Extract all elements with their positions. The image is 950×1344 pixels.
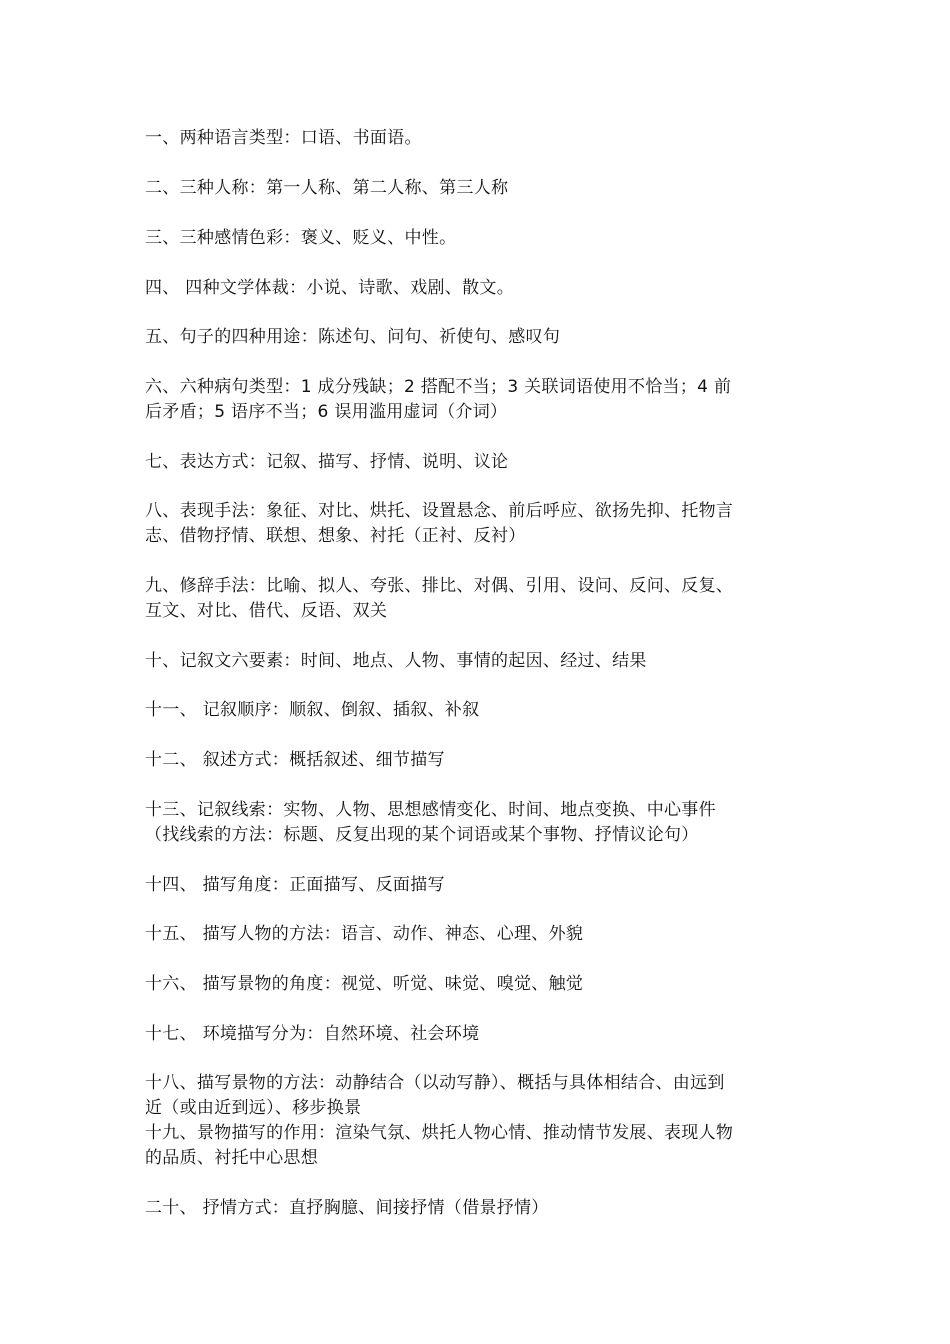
item-line: 四、 四种文学体裁：小说、诗歌、戏剧、散文。 [145, 278, 515, 298]
item-line: 近（或由近到远）、移步换景 [145, 1098, 362, 1118]
list-item [145, 574, 810, 624]
item-line: 二、三种人称：第一人称、第二人称、第三人称 [145, 178, 509, 198]
item-line: 八、表现手法：象征、对比、烘托、设置悬念、前后呼应、欲扬先抑、托物言 [145, 501, 734, 521]
item-line: （找线索的方法：标题、反复出现的某个词语或某个事物、抒情议论句） [145, 825, 699, 845]
list-item [145, 972, 810, 997]
list-item [145, 1196, 810, 1221]
item-line: 六、六种病句类型：1 成分残缺；2 搭配不当；3 关联词语使用不恰当；4 前 [145, 377, 732, 397]
list-item [145, 276, 810, 301]
item-line: 七、表达方式：记叙、描写、抒情、说明、议论 [145, 452, 509, 472]
list-item [145, 325, 810, 350]
list-item [145, 873, 810, 898]
item-line: 互文、对比、借代、反语、双关 [145, 601, 388, 621]
list-item [145, 649, 810, 674]
item-line: 的品质、衬托中心思想 [145, 1148, 318, 1168]
item-line: 十五、 描写人物的方法：语言、动作、神态、心理、外貌 [145, 924, 584, 944]
item-line: 十六、 描写景物的角度：视觉、听觉、味觉、嗅觉、触觉 [145, 974, 584, 994]
list-item [145, 748, 810, 773]
list-item [145, 499, 810, 549]
item-line: 十八、描写景物的方法：动静结合（以动写静）、概括与具体相结合、由远到 [145, 1073, 725, 1093]
item-line: 十、记叙文六要素：时间、地点、人物、事情的起因、经过、结果 [145, 651, 647, 671]
list-item [145, 798, 810, 848]
item-line: 志、借物抒情、联想、想象、衬托（正衬、反衬） [145, 526, 526, 546]
list-item [145, 226, 810, 251]
item-line: 后矛盾；5 语序不当；6 误用滥用虚词（介词） [145, 402, 508, 422]
item-line: 十二、 叙述方式：概括叙述、细节描写 [145, 750, 445, 770]
item-line: 十九、景物描写的作用：渲染气氛、烘托人物心情、推动情节发展、表现人物 [145, 1123, 734, 1143]
item-line: 九、修辞手法：比喻、拟人、夸张、排比、对偶、引用、设问、反问、反复、 [145, 576, 734, 596]
list-item [145, 1022, 810, 1047]
item-line: 二十、 抒情方式：直抒胸臆、间接抒情（借景抒情） [145, 1198, 549, 1218]
list-item [145, 1071, 810, 1121]
list-item [145, 176, 810, 201]
item-line: 十一、 记叙顺序：顺叙、倒叙、插叙、补叙 [145, 700, 480, 720]
list-item [145, 450, 810, 475]
item-line: 十三、记叙线索：实物、人物、思想感情变化、时间、地点变换、中心事件 [145, 800, 716, 820]
item-line: 三、三种感情色彩：褒义、贬义、中性。 [145, 228, 457, 248]
list-item [145, 375, 810, 425]
item-line: 十四、 描写角度：正面描写、反面描写 [145, 875, 445, 895]
item-line: 十七、 环境描写分为：自然环境、社会环境 [145, 1024, 480, 1044]
list-item [145, 922, 810, 947]
list-item [145, 1121, 810, 1171]
item-line: 一、两种语言类型：口语、书面语。 [145, 128, 422, 148]
list-item [145, 698, 810, 723]
list-item [145, 126, 810, 151]
item-line: 五、句子的四种用途：陈述句、问句、祈使句、感叹句 [145, 327, 561, 347]
